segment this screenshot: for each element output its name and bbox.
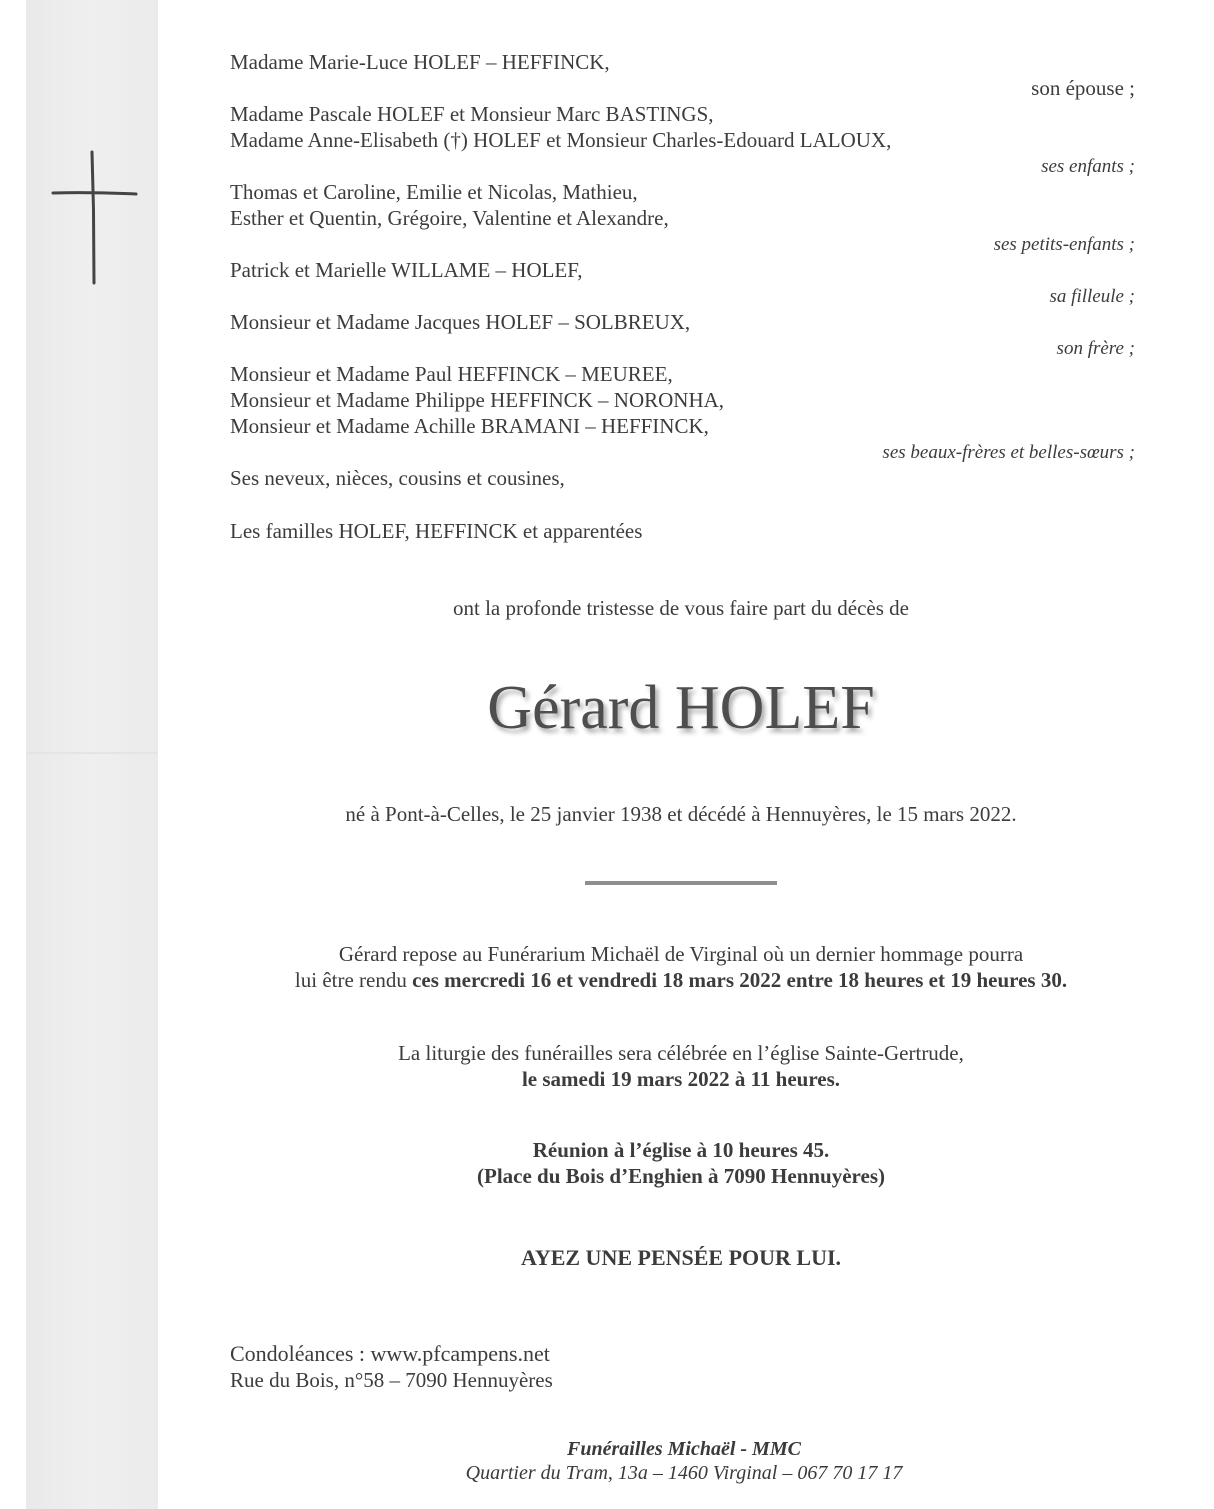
grandchildren-line-2: Esther et Quentin, Grégoire, Valentine et Alexandre, [230, 206, 669, 230]
inlaw-relation: ses beaux-frères et belles-sœurs ; [882, 442, 1135, 463]
inlaw-1: Monsieur et Madame Paul HEFFINCK – MEUREE, [230, 362, 673, 386]
meeting-line-1: Réunion à l’église à 10 heures 45. [532, 1138, 830, 1162]
deceased-dates: né à Pont-à-Celles, le 25 janvier 1938 et décédé à Hennuyères, le 15 mars 2022. [345, 802, 1017, 826]
child-1: Madame Pascale HOLEF et Monsieur Marc BASTINGS, [230, 102, 714, 126]
inlaw-3: Monsieur et Madame Achille BRAMANI – HEFFINCK, [230, 414, 709, 438]
condolences-address: Rue du Bois, n°58 – 7090 Hennuyères [230, 1368, 553, 1392]
visitation-prefix: lui être rendu [294, 968, 413, 992]
liturgy-line-2: le samedi 19 mars 2022 à 11 heures. [521, 1067, 841, 1091]
visitation-times: ces mercredi 16 et vendredi 18 mars 2022 entre 18 heures et 19 heures 30. [412, 968, 1068, 992]
footer-address: Quartier du Tram, 13a – 1460 Virginal – 067 70 17 17 [465, 1462, 903, 1484]
meeting-line-2: (Place du Bois d’Enghien à 7090 Hennuyères) [477, 1164, 885, 1188]
divider [585, 881, 777, 885]
spouse-name: Madame Marie-Luce HOLEF – HEFFINCK, [230, 50, 610, 74]
announcement: ont la profonde tristesse de vous faire part du décès de [452, 596, 909, 620]
brother-relation: son frère ; [1056, 338, 1135, 359]
brother: Monsieur et Madame Jacques HOLEF – SOLBREUX, [230, 310, 691, 334]
visitation-line-1: Gérard repose au Funérarium Michaël de Virginal où un dernier hommage pourra [338, 942, 1024, 966]
inlaw-2: Monsieur et Madame Philippe HEFFINCK – NORONHA, [230, 388, 725, 412]
goddaughter-relation: sa filleule ; [1049, 286, 1135, 307]
goddaughter: Patrick et Marielle WILLAME – HOLEF, [230, 258, 583, 282]
nephews-line: Ses neveux, nièces, cousins et cousines, [230, 466, 565, 490]
footer-company: Funérailles Michaël - MMC [567, 1438, 801, 1460]
cross-icon [50, 150, 140, 285]
children-relation: ses enfants ; [1041, 156, 1135, 177]
liturgy-line-1: La liturgie des funérailles sera célébrée en l’église Sainte-Gertrude, [398, 1041, 964, 1065]
closing-line: AYEZ UNE PENSÉE POUR LUI. [520, 1245, 842, 1270]
child-2: Madame Anne-Elisabeth (†) HOLEF et Monsieur Charles-Edouard LALOUX, [230, 128, 892, 152]
visitation-line-2 [0, 967, 1214, 993]
grandchildren-line-1: Thomas et Caroline, Emilie et Nicolas, Mathieu, [230, 180, 638, 204]
spouse-relation: son épouse ; [1031, 76, 1135, 100]
families-line: Les familles HOLEF, HEFFINCK et apparentées [230, 519, 643, 543]
deceased-name: Gérard HOLEF [487, 674, 875, 742]
condolences-website: Condoléances : www.pfcampens.net [230, 1341, 550, 1366]
grandchildren-relation: ses petits-enfants ; [993, 234, 1135, 255]
